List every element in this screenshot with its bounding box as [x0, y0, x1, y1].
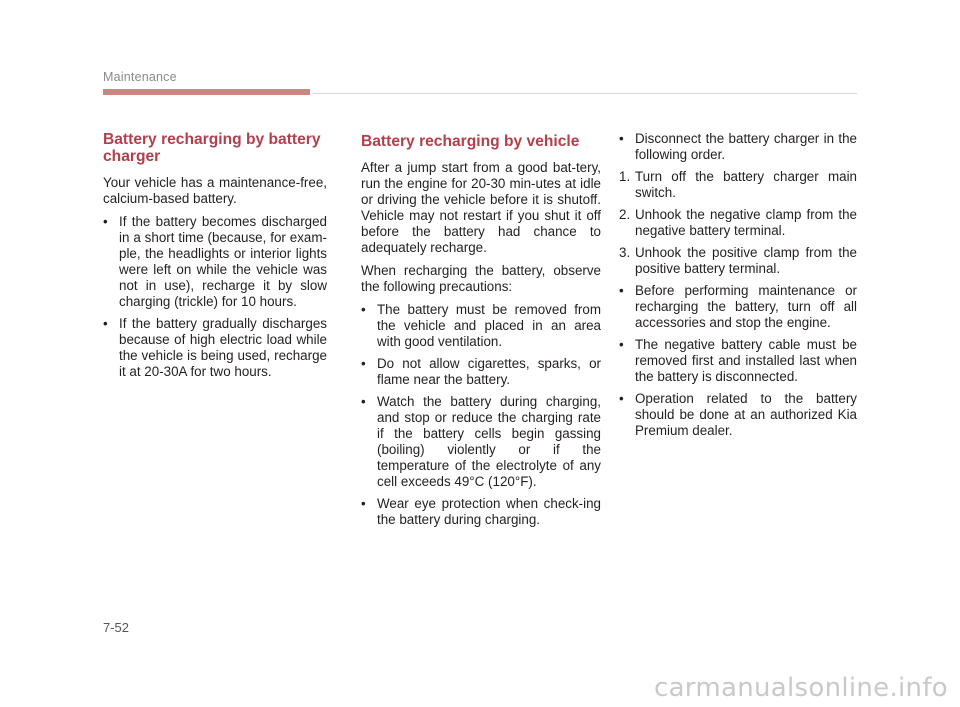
bullet-icon: •	[361, 496, 366, 511]
header-accent-bar	[103, 89, 310, 95]
bullet-icon: •	[619, 283, 624, 298]
step-item: 1. Turn off the battery charger main switch.	[619, 169, 857, 200]
heading-battery-charger: Battery recharging by battery charger	[103, 131, 321, 165]
step-item: 3. Unhook the positive clamp from the positive battery terminal.	[619, 245, 857, 276]
list-item: • If the battery gradually discharges because of high electric load while the vehicle is being used, recharge it at 20-30A for two hours.	[103, 316, 327, 379]
section-label: Maintenance	[103, 70, 177, 84]
list-item: • Watch the battery during charging, and stop or reduce the charging rate if the battery cells begin gassing (boiling) violently or if the temperature of the electrolyte of any cell exceeds 49°C (120°F).	[361, 394, 601, 489]
intro-text: Your vehicle has a maintenance-free, calcium-based battery.	[103, 175, 327, 206]
step-number: 1.	[619, 169, 631, 184]
step-item: 2. Unhook the negative clamp from the negative battery terminal.	[619, 207, 857, 238]
charger-bullet-list	[103, 214, 327, 380]
watermark: carmanualsonline.info	[653, 673, 948, 703]
column-1	[103, 131, 327, 386]
list-item: • Before performing maintenance or recharging the battery, turn off all accessories and stop the engine.	[619, 283, 857, 330]
list-item: • Operation related to the battery should be done at an authorized Kia Premium dealer.	[619, 391, 857, 438]
column-2	[361, 133, 601, 534]
step-number: 3.	[619, 245, 631, 260]
bullet-icon: •	[103, 316, 108, 331]
heading-battery-vehicle: Battery recharging by vehicle	[361, 133, 580, 150]
page-number: 7-52	[103, 620, 130, 635]
bullet-icon: •	[619, 391, 624, 406]
disconnect-list	[619, 131, 857, 163]
jump-start-paragraph: After a jump start from a good bat-tery, run the engine for 20-30 min-utes at idle or driving the vehicle before it is shutoff. Vehicle may not restart if you shut it off before the battery had chance to adequately recharge.	[361, 160, 601, 255]
step-number: 2.	[619, 207, 631, 222]
bullet-icon: •	[361, 394, 366, 409]
disconnect-steps	[619, 169, 857, 277]
bullet-icon: •	[361, 302, 366, 317]
list-item: • Do not allow cigarettes, sparks, or flame near the battery.	[361, 356, 601, 387]
list-item: • Wear eye protection when check-ing the battery during charging.	[361, 496, 601, 527]
header-rule	[313, 93, 857, 94]
precautions-intro: When recharging the battery, observe the following precautions:	[361, 263, 601, 294]
precautions-list	[361, 302, 601, 528]
maintenance-notes-list	[619, 283, 857, 439]
list-item: • If the battery becomes discharged in a short time (because, for exam-ple, the headlights or interior lights were left on while the vehicle was not in use), recharge it by slow charging (trickle) for 10 hours.	[103, 214, 327, 309]
list-item: • Disconnect the battery charger in the following order.	[619, 131, 857, 162]
bullet-icon: •	[103, 214, 108, 229]
list-item: • The negative battery cable must be removed first and installed last when the battery is disconnected.	[619, 337, 857, 384]
bullet-icon: •	[619, 337, 624, 352]
list-item: • The battery must be removed from the vehicle and placed in an area with good ventilation.	[361, 302, 601, 349]
column-3	[619, 131, 857, 445]
bullet-icon: •	[361, 356, 366, 371]
bullet-icon: •	[619, 131, 624, 146]
